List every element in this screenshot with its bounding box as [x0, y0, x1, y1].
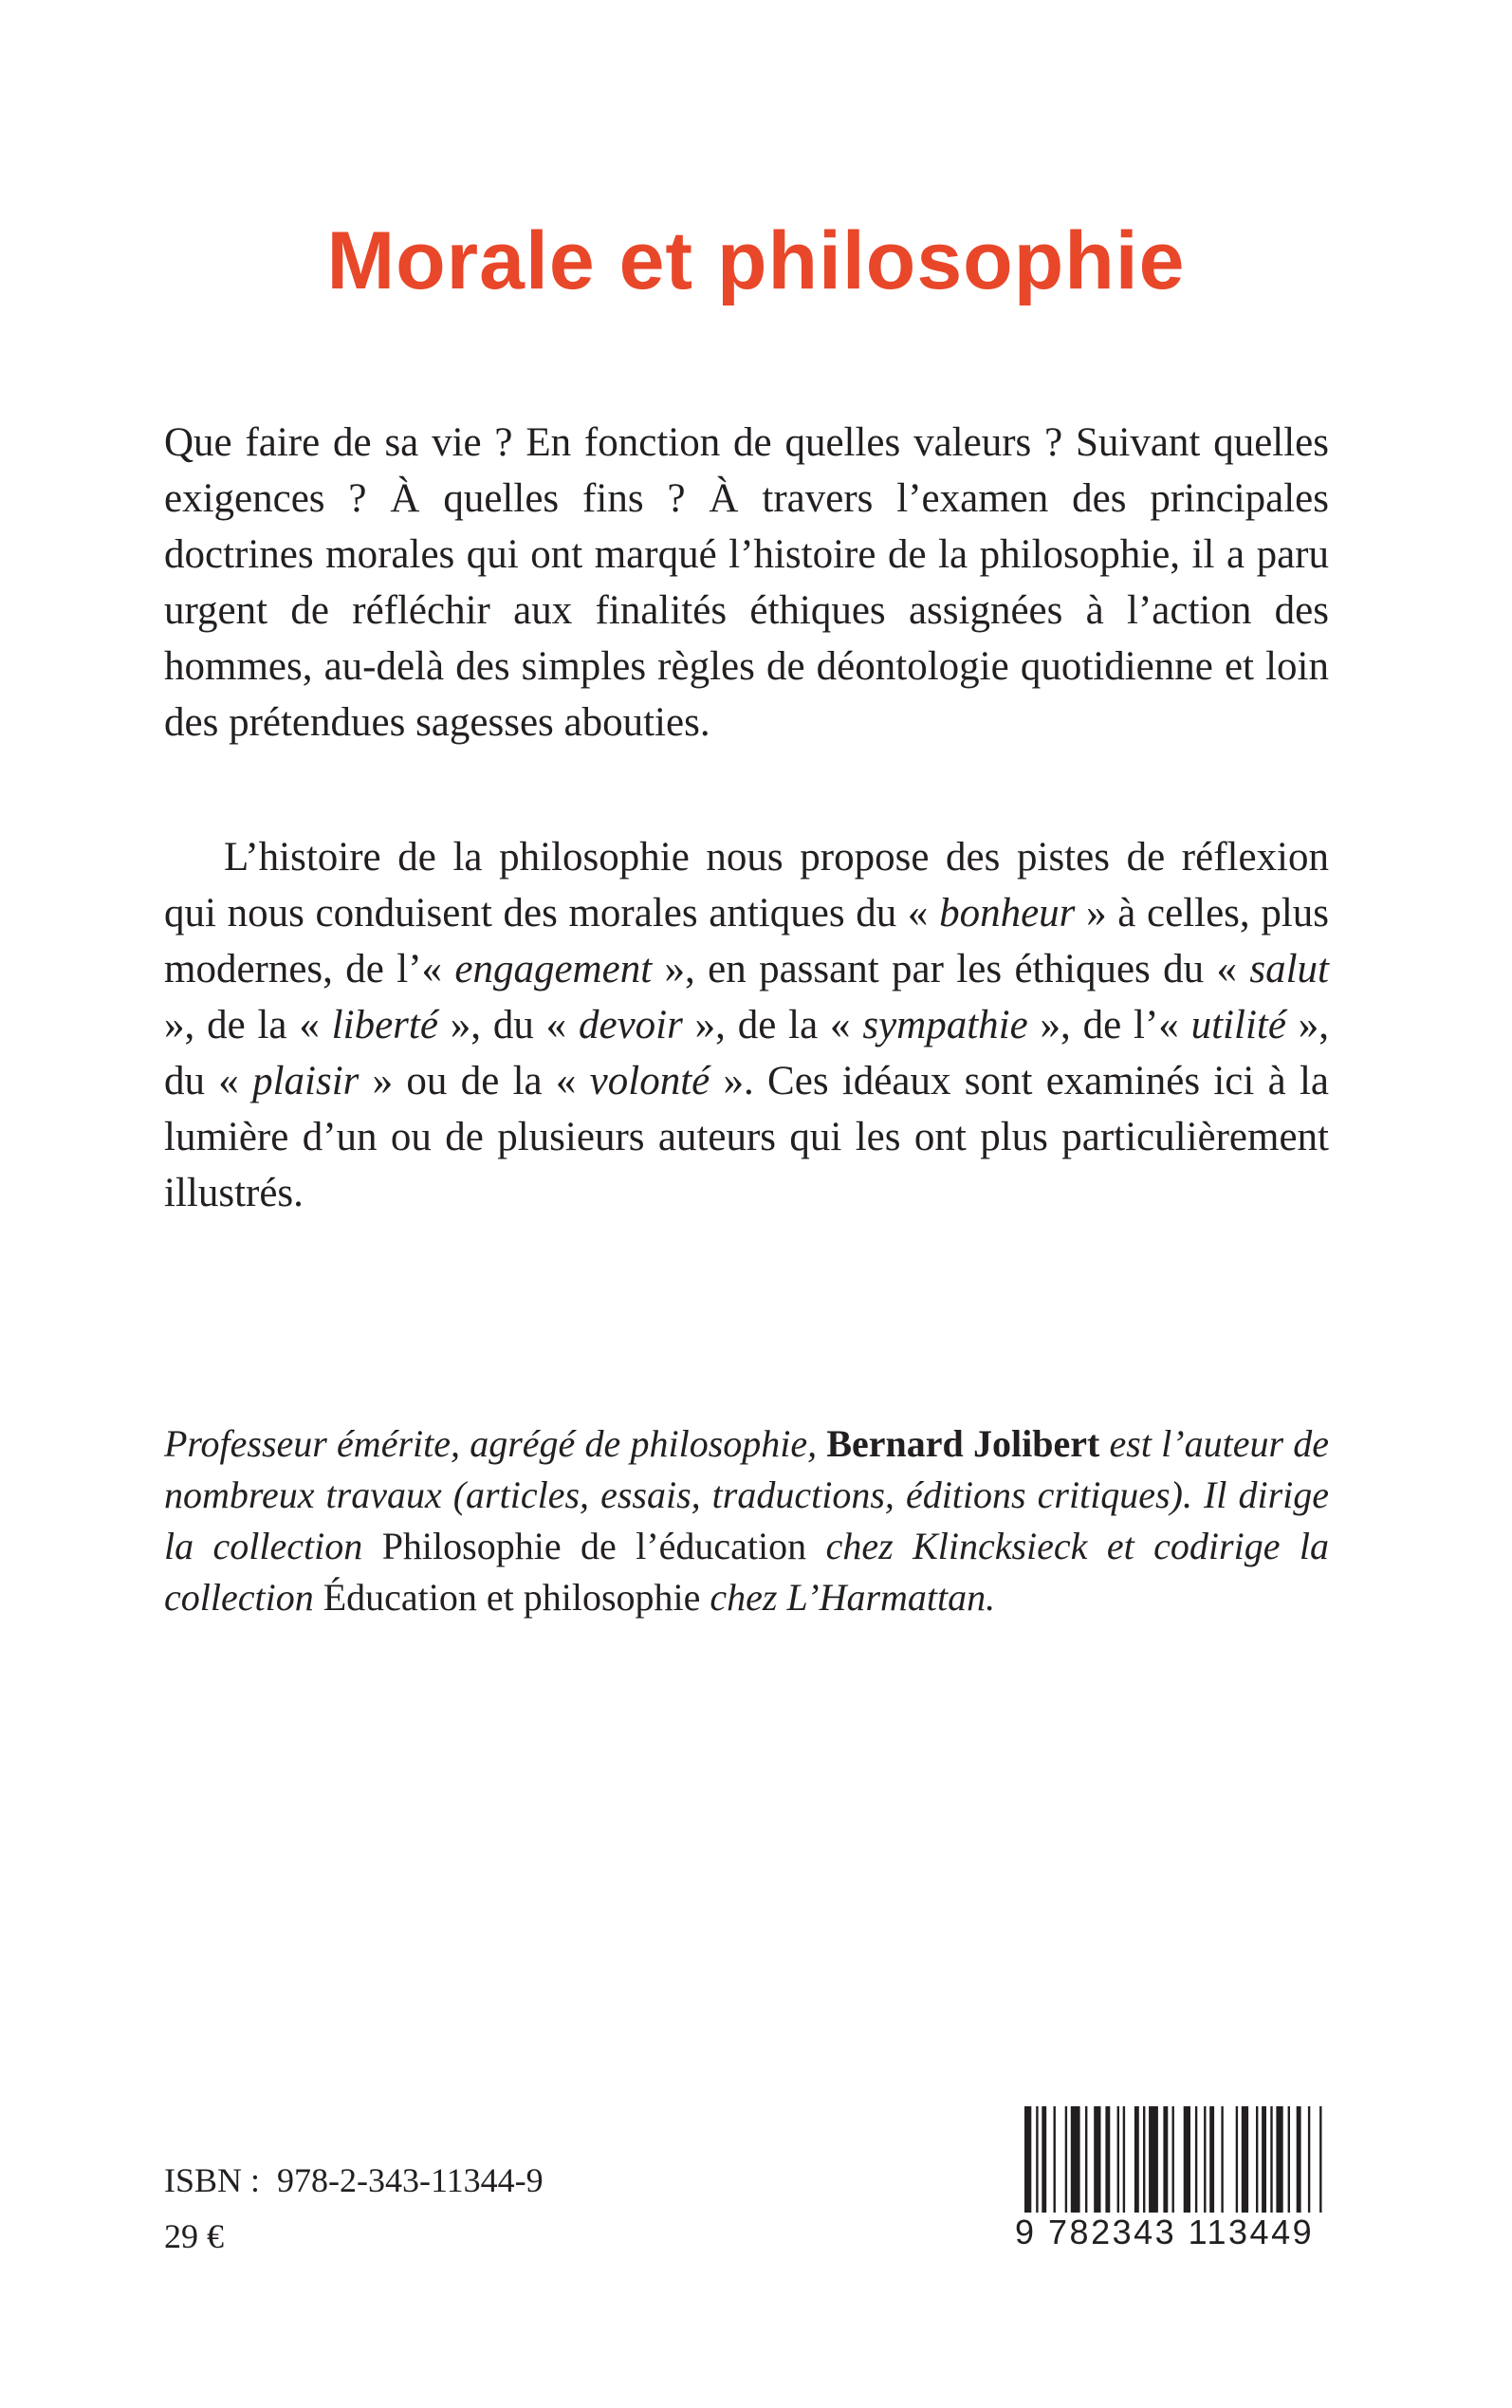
- barcode-bar: [1036, 2106, 1038, 2213]
- barcode-bar: [1236, 2106, 1238, 2213]
- collection-name: Philosophie de l’éducation: [381, 1525, 807, 1567]
- barcode-bar: [1042, 2106, 1046, 2213]
- collection-name: Éducation et philosophie: [323, 1576, 701, 1619]
- author-bio: Professeur émérite, agrégé de philosophie, Bernard Jolibert est l’auteur de nombreux travaux (articles, essais, traductions, éditions critiques). Il dirige la collection Philosophie de l’éducation chez Klincksieck et codirige la collection Éducation et philosophie chez L’Harmattan.: [164, 1422, 1329, 1619]
- price-label: 29 €: [164, 2217, 224, 2255]
- barcode-bar: [1242, 2106, 1248, 2213]
- barcode-bar: [1024, 2106, 1031, 2213]
- barcode-bar: [1071, 2106, 1080, 2213]
- isbn-label: ISBN : 978-2-343-11344-9: [164, 2161, 544, 2199]
- barcode-bar: [1172, 2106, 1174, 2213]
- author-name: Bernard Jolibert: [826, 1422, 1100, 1465]
- barcode-bar: [1054, 2106, 1056, 2213]
- barcode-bar: [1094, 2106, 1100, 2213]
- barcode-bar: [1288, 2106, 1290, 2213]
- barcode-bar: [1209, 2106, 1214, 2213]
- barcode-bar: [1221, 2106, 1223, 2213]
- barcode-bar: [1256, 2106, 1258, 2213]
- summary-paragraph-2: L’histoire de la philosophie nous propose des pistes de réflexion qui nous conduisent des morales antiques du « bonheur » à celles, plus modernes, de l’« engagement », en passant par les éthiques du « salut », de la « liberté », du « devoir », de la « sympathie », de l’« utilité », du « plaisir » ou de la « volonté ». Ces idéaux sont examinés ici à la lumière d’un ou de plusieurs auteurs qui les ont plus particulièrement illustrés.: [164, 835, 1330, 1215]
- barcode-bar: [1143, 2106, 1145, 2213]
- barcode-bar: [1163, 2106, 1168, 2213]
- barcode-digits: 9 782343 113449: [1015, 2213, 1315, 2251]
- barcode-bar: [1276, 2106, 1282, 2213]
- barcode-bar: [1184, 2106, 1190, 2213]
- barcode-bar: [1085, 2106, 1087, 2213]
- barcode-bar: [1319, 2106, 1321, 2213]
- barcode-bar: [1065, 2106, 1067, 2213]
- book-title: Morale et philosophie: [326, 215, 1186, 306]
- barcode-bar: [1117, 2106, 1119, 2213]
- barcode-bar: [1270, 2106, 1272, 2213]
- summary-paragraph-1: Que faire de sa vie ? En fonction de quelles valeurs ? Suivant quelles exigences ? À quelles fins ? À travers l’examen des principales doctrines morales qui ont marqué l’histoire de la philosophie, il a paru urgent de réfléchir aux finalités éthiques assignées à l’action des hommes, au-delà des simples règles de déontologie quotidienne et loin des prétendues sagesses abouties.: [164, 420, 1329, 745]
- barcode-bar: [1195, 2106, 1197, 2213]
- barcode-bar: [1149, 2106, 1158, 2213]
- barcode: [1023, 2106, 1329, 2277]
- barcode-bar: [1204, 2106, 1206, 2213]
- barcode-bar: [1105, 2106, 1110, 2213]
- barcode-bar: [1262, 2106, 1266, 2213]
- barcode-bar: [1123, 2106, 1125, 2213]
- barcode-bar: [1134, 2106, 1139, 2213]
- barcode-bar: [1308, 2106, 1310, 2213]
- barcode-bar: [1297, 2106, 1301, 2213]
